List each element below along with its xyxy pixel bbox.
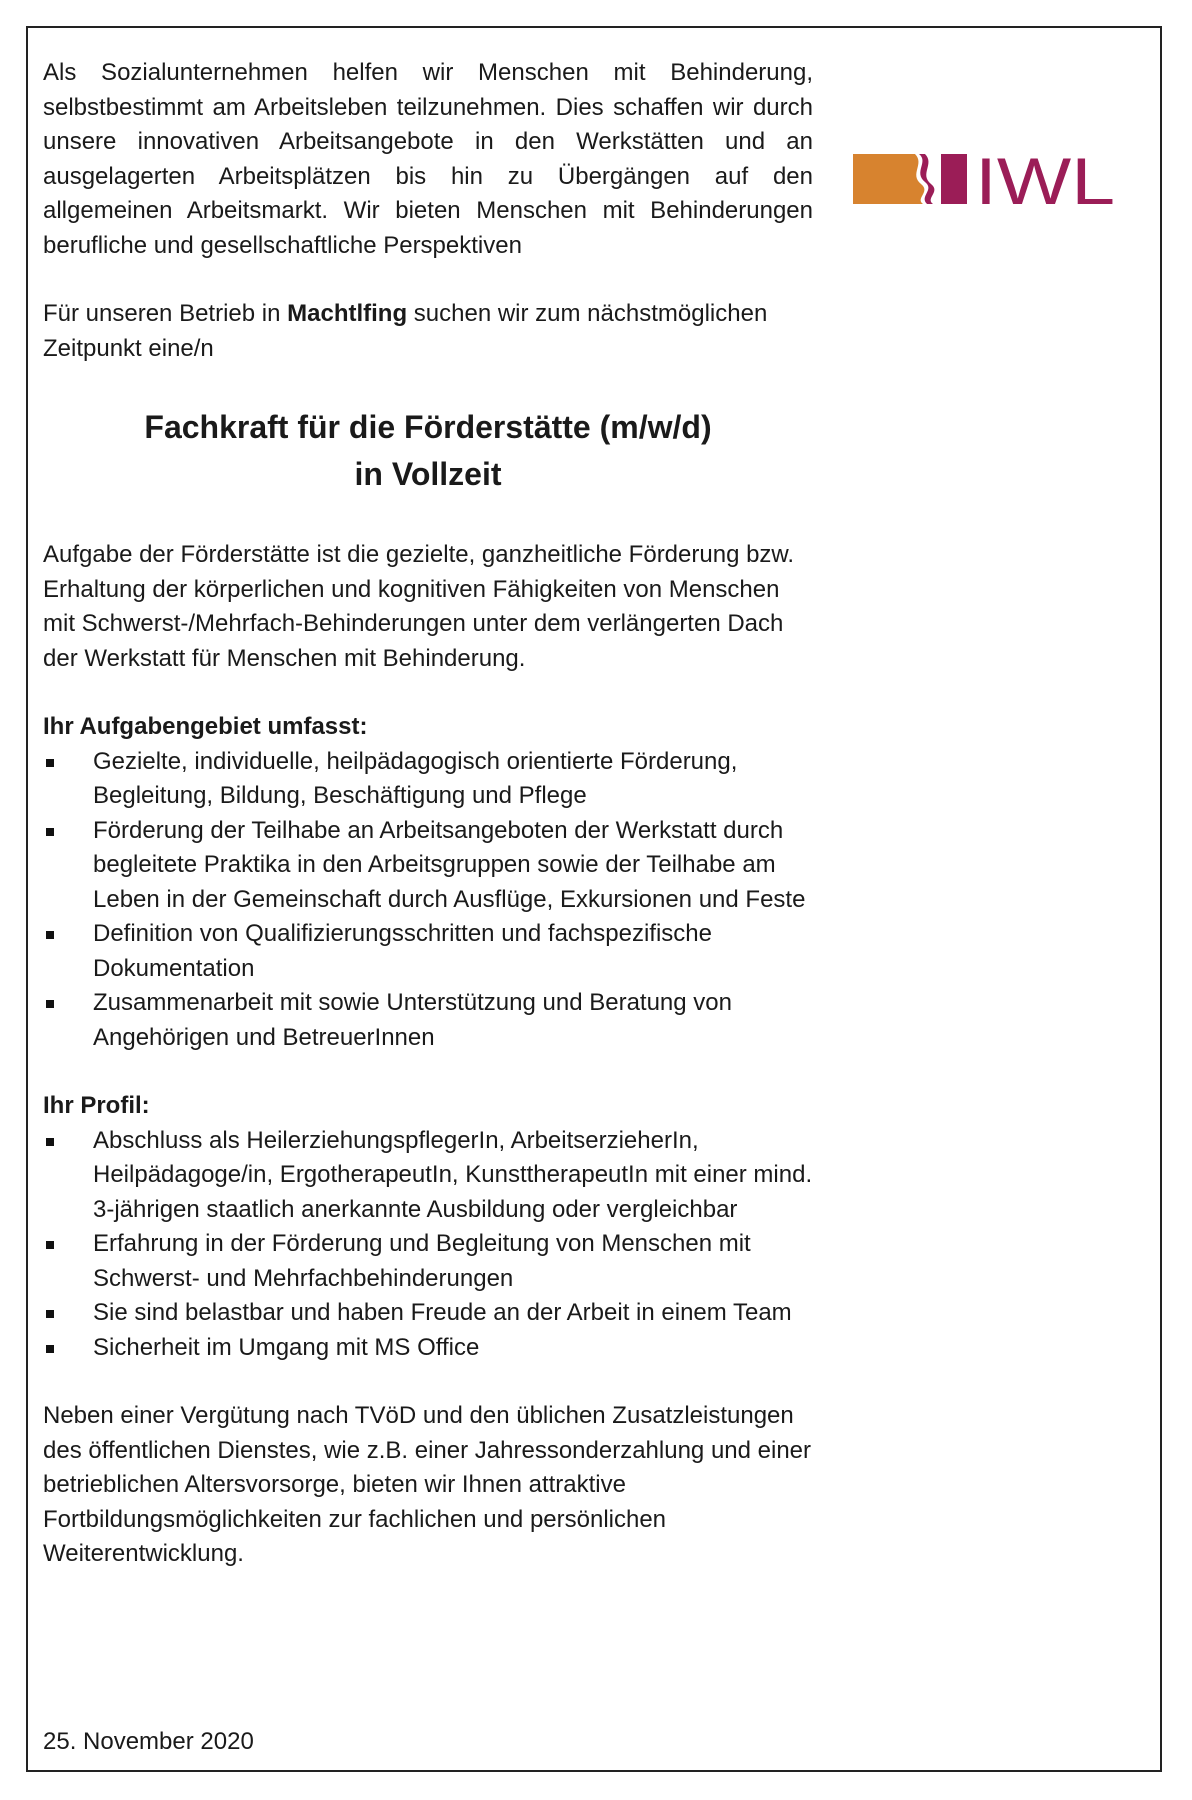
list-item: Erfahrung in der Förderung und Begleitung von Menschen mit Schwerst- und Mehrfachbehinderungen [43,1227,813,1296]
bullet-icon [46,828,54,836]
search-suffix: suchen wir zum nächstmöglichen Zeitpunkt eine/n [43,300,768,362]
tasks-heading: Ihr Aufgabengebiet umfasst: [43,713,368,740]
profile-list [43,1124,813,1366]
list-item: Definition von Qualifizierungsschritten und fachspezifische Dokumentation [43,917,813,986]
bullet-icon [46,1310,54,1318]
bullet-icon [46,1345,54,1353]
publication-date: 25. November 2020 [43,1728,254,1755]
main-column [43,56,813,1572]
logo-plum-block [941,154,967,204]
job-title-line2: in Vollzeit [354,456,502,492]
intro-paragraph: Als Sozialunternehmen helfen wir Menschen mit Behinderung, selbstbestimmt am Arbeitsleben teilzunehmen. Dies schaffen wir durch unsere innovativen Arbeitsangebote in den Werkstätten und an ausgelagerten Arbeitsplätzen bis hin zu Übergängen auf den allgemeinen Arbeitsmarkt. Wir bieten Menschen mit Behinderungen berufliche und gesellschaftliche Perspektiven [43,59,813,259]
job-title [43,404,813,498]
bullet-icon [46,1000,54,1008]
list-item: Zusammenarbeit mit sowie Unterstützung und Beratung von Angehörigen und BetreuerInnen [43,986,813,1055]
search-sentence [43,297,813,366]
bullet-icon [46,759,54,767]
bullet-icon [46,1241,54,1249]
search-location: Machtlfing [287,300,408,327]
profile-heading: Ihr Profil: [43,1092,150,1119]
search-prefix: Für unseren Betrieb in [43,300,288,327]
list-item: Gezielte, individuelle, heilpädagogisch orientierte Förderung, Begleitung, Bildung, Beschäftigung und Pflege [43,745,813,814]
iwl-logo [853,148,1118,218]
list-item: Förderung der Teilhabe an Arbeitsangeboten der Werkstatt durch begleitete Praktika in den Arbeitsgruppen sowie der Teilhabe am Leben in der Gemeinschaft durch Ausflüge, Exkursionen und Feste [43,814,813,918]
job-title-line1: Fachkraft für die Förderstätte (m/w/d) [144,409,712,445]
description-paragraph: Aufgabe der Förderstätte ist die gezielte, ganzheitliche Förderung bzw. Erhaltung der körperlichen und kognitiven Fähigkeiten von Menschen mit Schwerst-/Mehrfach-Behinderungen unter dem verlängerten Dach der Werkstatt für Menschen mit Behinderung. [43,541,795,672]
logo-orange-block [853,154,915,204]
benefits-paragraph: Neben einer Vergütung nach TVöD und den üblichen Zusatzleistungen des öffentlichen Dienstes, wie z.B. einer Jahressonderzahlung und einer betrieblichen Altersvorsorge, bieten wir Ihnen attraktive Fortbildungsmöglichkeiten zur fachlichen und persönlichen Weiterentwicklung. [43,1402,812,1567]
list-item: Abschluss als HeilerziehungspflegerIn, ArbeitserzieherIn, Heilpädagoge/in, ErgotherapeutIn, KunsttherapeutIn mit einer mind. 3-jährigen staatlich anerkannte Ausbildung oder vergleichbar [43,1124,813,1228]
bullet-icon [46,931,54,939]
list-item: Sie sind belastbar und haben Freude an der Arbeit in einem Team [43,1296,813,1331]
tasks-list [43,745,813,1056]
logo-text: IWL [975,148,1115,218]
list-item: Sicherheit im Umgang mit MS Office [43,1331,813,1366]
bullet-icon [46,1138,54,1146]
